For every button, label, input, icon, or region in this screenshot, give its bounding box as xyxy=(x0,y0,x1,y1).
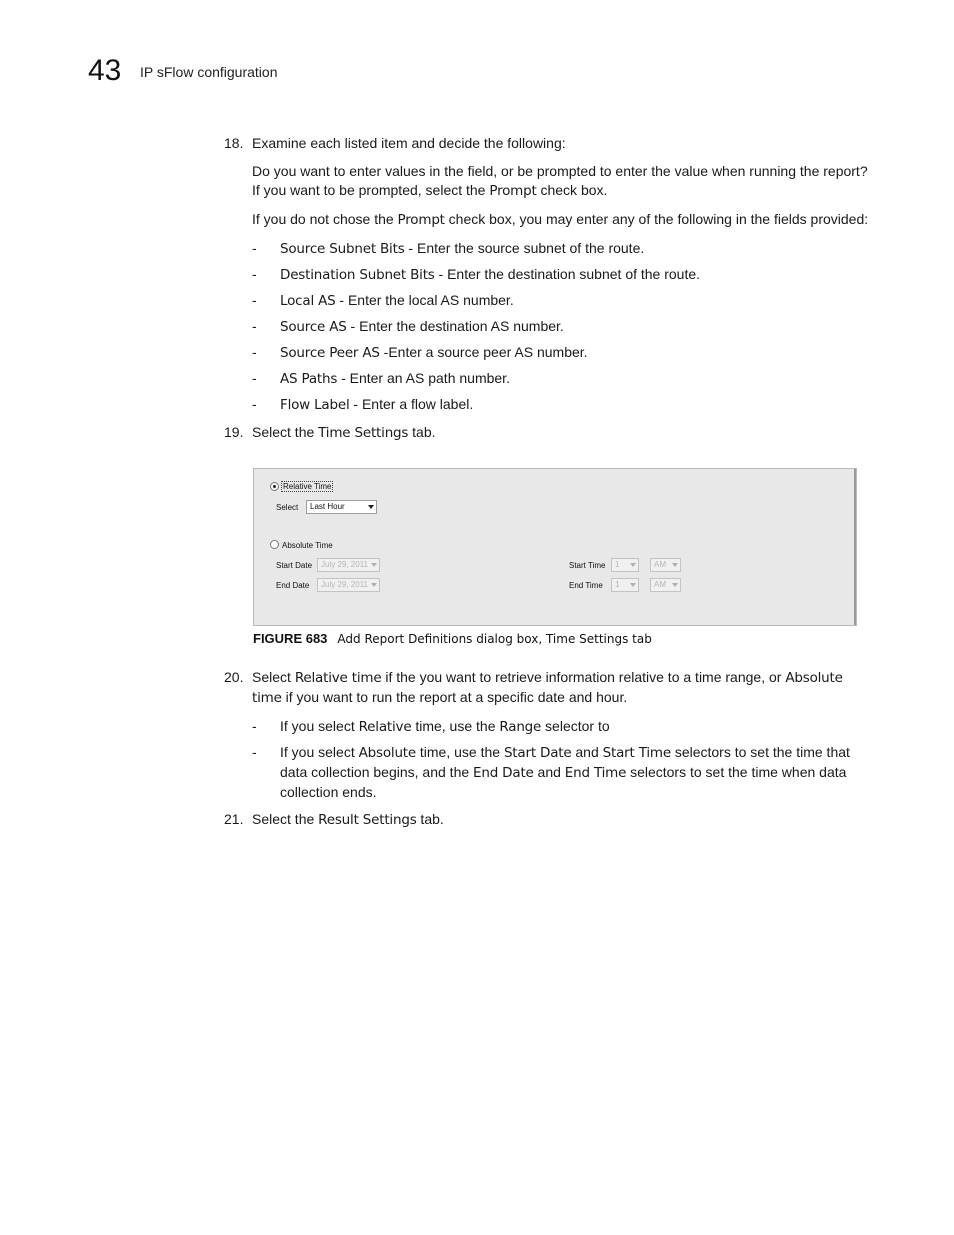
chevron-down-icon xyxy=(672,583,678,587)
absolute-time-label[interactable]: Absolute Time xyxy=(282,541,333,550)
instructions-part-1 xyxy=(224,134,874,452)
step-text: Examine each listed item and decide the following: xyxy=(252,135,566,151)
time-settings-figure xyxy=(253,468,857,626)
start-ampm-select[interactable] xyxy=(650,558,681,572)
dash: - xyxy=(252,318,257,334)
ui-term: Start Time xyxy=(602,745,671,761)
dash: - xyxy=(252,396,257,412)
chapter-title: IP sFlow configuration xyxy=(140,64,278,80)
end-ampm-select[interactable] xyxy=(650,578,681,592)
ui-term: Range xyxy=(499,719,542,735)
field-term: Source AS xyxy=(280,319,347,335)
step-number: 21. xyxy=(224,811,244,827)
field-term: Source Subnet Bits xyxy=(280,241,405,257)
ui-term: End Time xyxy=(564,765,627,781)
figure-caption xyxy=(253,631,652,646)
list-item xyxy=(252,717,874,737)
end-date-value: July 29, 2011 xyxy=(321,580,368,589)
figure-number: FIGURE 683 xyxy=(253,631,328,646)
step-number: 18. xyxy=(224,135,244,151)
text: Select the xyxy=(252,811,319,827)
ui-term: Absolute xyxy=(358,745,416,761)
ui-term: Result Settings xyxy=(318,812,417,828)
field-term: Destination Subnet Bits xyxy=(280,267,435,283)
ui-term: Relative xyxy=(358,719,412,735)
chevron-down-icon xyxy=(371,583,377,587)
text: and xyxy=(571,744,603,760)
list-item xyxy=(252,369,874,389)
relative-time-text: Relative Time xyxy=(283,482,332,491)
list-item xyxy=(252,743,874,802)
range-select-value: Last Hour xyxy=(310,502,345,511)
text: and xyxy=(533,764,565,780)
start-time-select[interactable] xyxy=(611,558,639,572)
chevron-down-icon xyxy=(368,505,374,509)
text: check box, you may enter any of the following in the fields provided: xyxy=(444,211,869,227)
absolute-time-radio[interactable] xyxy=(270,540,279,549)
step-19 xyxy=(224,423,874,443)
field-list xyxy=(252,239,874,415)
chevron-down-icon xyxy=(672,563,678,567)
field-desc: -Enter a source peer AS number. xyxy=(379,344,588,360)
list-item xyxy=(252,291,874,311)
list-item xyxy=(252,239,874,259)
text: if the you want to retrieve information relative to a time range, or xyxy=(381,669,786,685)
start-date-value: July 29, 2011 xyxy=(321,560,368,569)
text: selector to xyxy=(541,718,610,734)
end-date-select[interactable] xyxy=(317,578,380,592)
text: tab. xyxy=(408,424,436,440)
time-option-list xyxy=(252,717,874,802)
field-desc: - Enter the destination AS number. xyxy=(346,318,564,334)
list-item xyxy=(252,317,874,337)
text: time, use the xyxy=(411,718,500,734)
end-time-value: 1 xyxy=(615,580,620,589)
dash: - xyxy=(252,744,257,760)
dash: - xyxy=(252,292,257,308)
end-ampm-value: AM xyxy=(654,580,666,589)
field-term: Local AS xyxy=(280,293,336,309)
end-time-select[interactable] xyxy=(611,578,639,592)
list-item xyxy=(252,265,874,285)
end-time-label: End Time xyxy=(569,581,603,590)
text: selectors to set the time when data collection ends. xyxy=(280,764,847,800)
list-item xyxy=(252,395,874,415)
step-18-paragraph-1 xyxy=(252,162,874,201)
panel-edge xyxy=(854,469,856,625)
relative-time-radio[interactable] xyxy=(270,482,279,491)
step-number: 19. xyxy=(224,424,244,440)
step-21 xyxy=(224,810,874,830)
field-desc: - Enter the destination subnet of the route. xyxy=(434,266,701,282)
start-time-value: 1 xyxy=(615,560,620,569)
relative-time-label[interactable] xyxy=(282,482,332,492)
field-term: Flow Label xyxy=(280,397,350,413)
chapter-number: 43 xyxy=(88,54,122,87)
select-label: Select xyxy=(276,503,299,512)
step-18 xyxy=(224,134,874,153)
field-desc: - Enter a flow label. xyxy=(349,396,474,412)
dash: - xyxy=(252,718,257,734)
instructions-part-2 xyxy=(224,668,874,839)
dash: - xyxy=(252,266,257,282)
text: If you select xyxy=(280,744,359,760)
dash: - xyxy=(252,370,257,386)
end-date-label: End Date xyxy=(276,581,310,590)
text: If you select xyxy=(280,718,359,734)
text: time, use the xyxy=(416,744,504,760)
ui-term: Relative time xyxy=(294,670,382,686)
chevron-down-icon xyxy=(371,563,377,567)
figure-title: Add Report Definitions dialog box, Time Settings tab xyxy=(337,632,652,646)
field-desc: - Enter an AS path number. xyxy=(337,370,510,386)
dash: - xyxy=(252,344,257,360)
field-desc: - Enter the local AS number. xyxy=(335,292,514,308)
step-20 xyxy=(224,668,874,708)
text: if you want to run the report at a specific date and hour. xyxy=(281,689,628,705)
dash: - xyxy=(252,240,257,256)
text: check box. xyxy=(536,182,608,198)
start-date-label: Start Date xyxy=(276,561,313,570)
start-date-select[interactable] xyxy=(317,558,380,572)
range-select[interactable] xyxy=(306,500,377,514)
list-item xyxy=(252,343,874,363)
text: Select the xyxy=(252,424,319,440)
field-term: Source Peer AS xyxy=(280,345,380,361)
text: tab. xyxy=(416,811,444,827)
field-term: AS Paths xyxy=(280,371,338,387)
step-18-paragraph-2 xyxy=(252,210,874,230)
start-time-label: Start Time xyxy=(569,561,606,570)
ui-term: End Date xyxy=(473,765,534,781)
ui-term: Prompt xyxy=(489,183,537,199)
text: selectors to set the time that data collection begins, and the xyxy=(280,744,850,780)
chevron-down-icon xyxy=(630,563,636,567)
start-ampm-value: AM xyxy=(654,560,666,569)
ui-term: Start Date xyxy=(503,745,572,761)
field-desc: - Enter the source subnet of the route. xyxy=(404,240,645,256)
chevron-down-icon xyxy=(630,583,636,587)
ui-term: Prompt xyxy=(397,212,445,228)
text: If you do not chose the xyxy=(252,211,398,227)
text: Do you want to enter values in the field, or be prompted to enter the value when running the report? If you want to be prompted, select the xyxy=(252,163,868,198)
ui-term: Time Settings xyxy=(318,425,409,441)
text: Select xyxy=(252,669,295,685)
step-number: 20. xyxy=(224,669,244,685)
ui-term: Absolute time xyxy=(252,670,843,706)
